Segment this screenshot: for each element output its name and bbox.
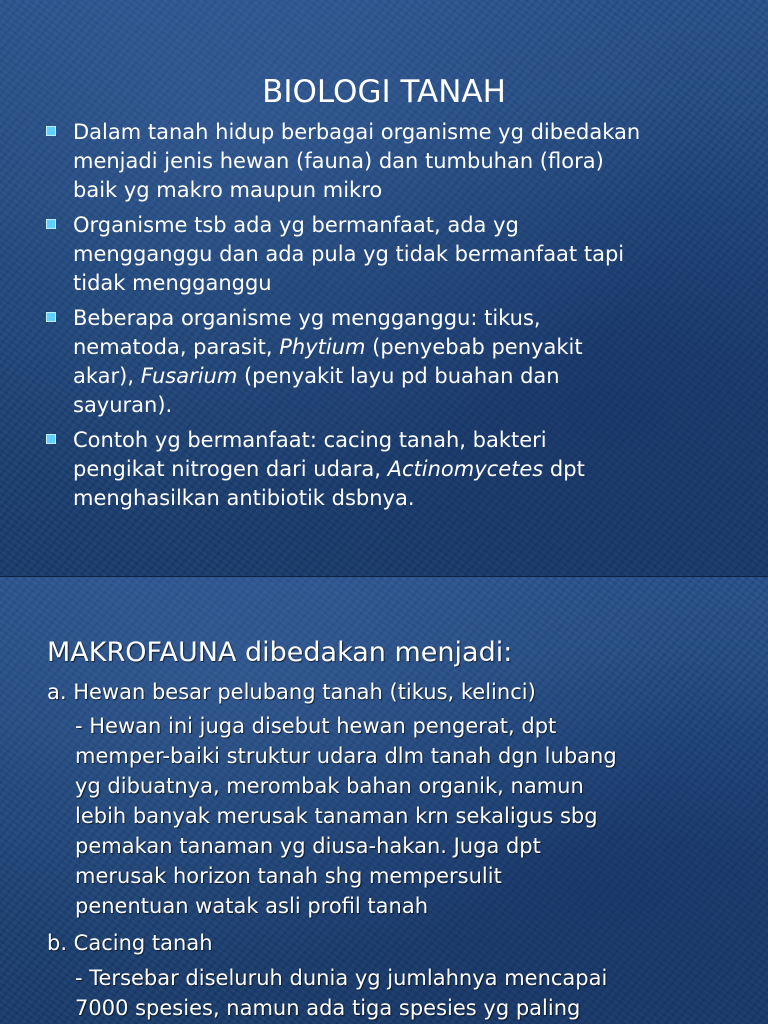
text-run: baik yg makro maupun mikro xyxy=(73,178,383,202)
square-bullet-icon xyxy=(46,126,56,136)
list-item-a: a. Hewan besar pelubang tanah (tikus, kelinci) xyxy=(47,680,536,704)
paragraph-line: 7000 spesies, namun ada tiga spesies yg paling xyxy=(75,996,581,1020)
bullet-text-line xyxy=(73,304,746,333)
bullet-item xyxy=(46,304,746,420)
section-heading: MAKROFAUNA dibedakan menjadi: xyxy=(47,637,513,668)
paragraph-line: lebih banyak merusak tanaman krn sekaligus sbg xyxy=(75,804,598,828)
bullet-item xyxy=(46,426,746,513)
text-run: tidak mengganggu xyxy=(73,271,272,295)
paragraph-line: penentuan watak asli profil tanah xyxy=(75,894,429,918)
text-run: (penyebab penyakit xyxy=(365,335,583,359)
text-run: Contoh yg bermanfaat: cacing tanah, bakteri xyxy=(73,428,547,452)
bullet-text-line xyxy=(73,484,746,513)
text-run: Organisme tsb ada yg bermanfaat, ada yg xyxy=(73,213,519,237)
bullet-text-line xyxy=(73,362,746,391)
text-run: pengikat nitrogen dari udara, xyxy=(73,457,388,481)
square-bullet-icon xyxy=(46,312,56,322)
text-run: sayuran). xyxy=(73,393,173,417)
italic-term: Actinomycetes xyxy=(387,457,544,481)
bullet-list xyxy=(46,118,746,519)
text-run: Dalam tanah hidup berbagai organisme yg dibedakan xyxy=(73,120,641,144)
bullet-text-line xyxy=(73,147,746,176)
bullet-text-line xyxy=(73,333,746,362)
paragraph-line: yg dibuatnya, merombak bahan organik, namun xyxy=(75,774,584,798)
italic-term: Fusarium xyxy=(140,364,238,388)
bullet-text-line xyxy=(73,118,746,147)
paragraph-line: merusak horizon tanah shg mempersulit xyxy=(75,864,502,888)
slide-title: BIOLOGI TANAH xyxy=(262,74,506,110)
text-run: menghasilkan antibiotik dsbnya. xyxy=(73,486,415,510)
square-bullet-icon xyxy=(46,434,56,444)
text-run: akar), xyxy=(73,364,141,388)
bullet-item xyxy=(46,118,746,205)
text-run: nematoda, parasit, xyxy=(73,335,280,359)
bullet-text-line xyxy=(73,269,746,298)
text-run: mengganggu dan ada pula yg tidak bermanfaat tapi xyxy=(73,242,625,266)
paragraph-line: memper-baiki struktur udara dlm tanah dgn lubang xyxy=(75,744,617,768)
bullet-text-line xyxy=(73,176,746,205)
bullet-item xyxy=(46,211,746,298)
paragraph-line: - Tersebar diseluruh dunia yg jumlahnya mencapai xyxy=(75,966,608,990)
bullet-text-line xyxy=(73,391,746,420)
square-bullet-icon xyxy=(46,219,56,229)
text-run: (penyakit layu pd buahan dan xyxy=(237,364,560,388)
text-run: menjadi jenis hewan (fauna) dan tumbuhan (flora) xyxy=(73,149,604,173)
italic-term: Phytium xyxy=(279,335,366,359)
bullet-text-line xyxy=(73,426,746,455)
text-run: Beberapa organisme yg mengganggu: tikus, xyxy=(73,306,541,330)
paragraph-line: pemakan tanaman yg diusa-hakan. Juga dpt xyxy=(75,834,541,858)
paragraph-line: - Hewan ini juga disebut hewan pengerat, dpt xyxy=(75,714,557,738)
bullet-text-line xyxy=(73,240,746,269)
bullet-text-line xyxy=(73,455,746,484)
list-item-b: b. Cacing tanah xyxy=(47,931,213,955)
slide-makrofauna xyxy=(0,577,768,1024)
bullet-text-line xyxy=(73,211,746,240)
text-run: dpt xyxy=(543,457,585,481)
